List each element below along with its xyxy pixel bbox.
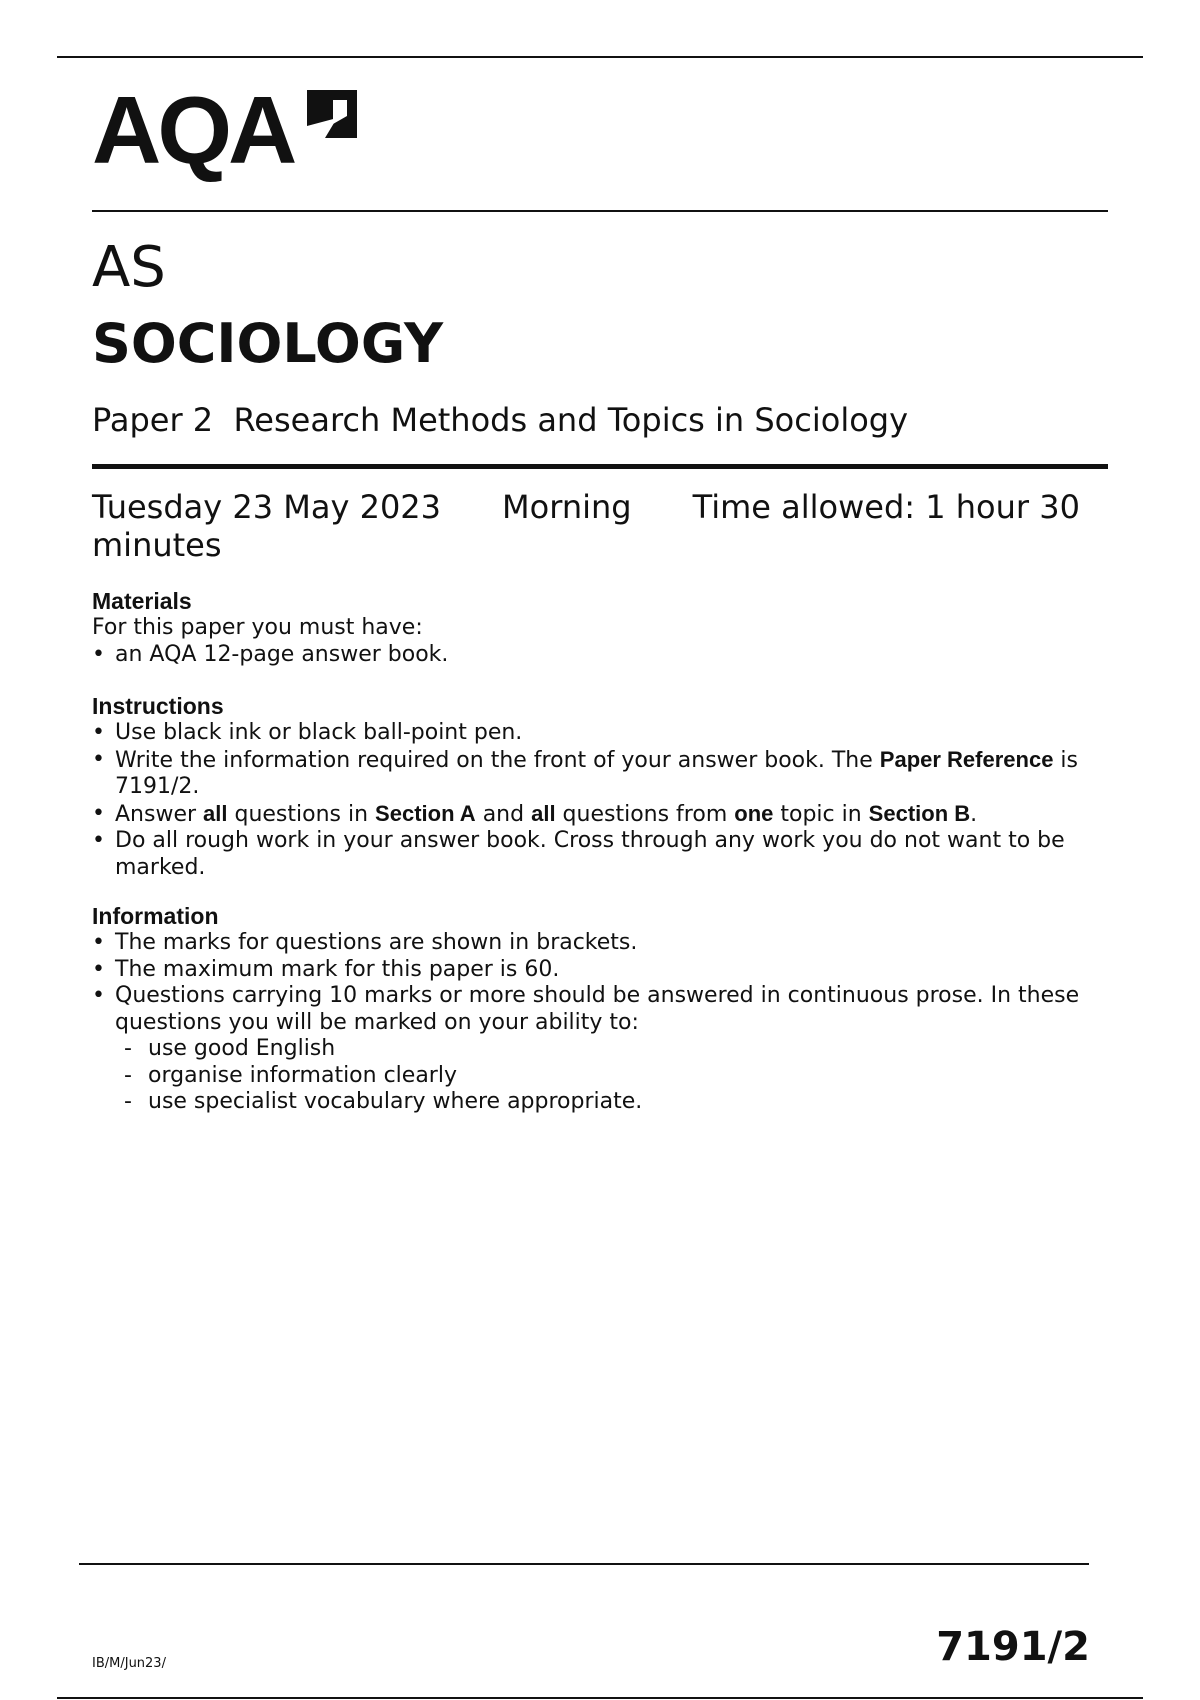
information-subitem: - use good English <box>92 1036 1102 1063</box>
paper-reference: 7191/2 <box>936 1624 1090 1670</box>
instructions-section <box>92 693 1102 881</box>
instructions-heading: Instructions <box>92 693 224 719</box>
bottom-rule <box>57 1697 1143 1699</box>
materials-heading: Materials <box>92 588 192 614</box>
information-section <box>92 903 1102 1116</box>
information-item: • The marks for questions are shown in brackets. <box>92 930 1102 957</box>
information-item: • The maximum mark for this paper is 60. <box>92 957 1102 984</box>
logo-rule <box>92 210 1108 212</box>
materials-item: • an AQA 12-page answer book. <box>92 642 1102 669</box>
exam-session: Morning <box>502 488 632 526</box>
instruction-item: • Do all rough work in your answer book. Cross through any work you do not want to be marked. <box>92 828 1102 881</box>
time-allowed: Time allowed: 1 hour 30 minutes <box>92 488 1080 564</box>
footer-code: IB/M/Jun23/ <box>92 1656 166 1671</box>
materials-section <box>92 588 1102 668</box>
paper-title <box>92 400 908 440</box>
paper-name: Research Methods and Topics in Sociology <box>233 401 909 439</box>
logo-mark-icon <box>303 86 361 144</box>
logo-text: AQA <box>92 77 294 184</box>
instruction-item: • Answer all questions in Section A and all questions from one topic in Section B. <box>92 801 1102 829</box>
instruction-item: • Write the information required on the front of your answer book. The Paper Reference is 7191/2. <box>92 747 1102 801</box>
qualification-level: AS <box>92 235 166 300</box>
subject-title: SOCIOLOGY <box>92 312 444 375</box>
top-rule <box>57 56 1143 58</box>
instruction-item: • Use black ink or black ball-point pen. <box>92 720 1102 747</box>
information-heading: Information <box>92 903 219 929</box>
information-subitem: - organise information clearly <box>92 1063 1102 1090</box>
paper-number: Paper 2 <box>92 401 214 439</box>
aqa-logo <box>92 77 361 184</box>
materials-intro: For this paper you must have: <box>92 615 423 640</box>
exam-details <box>92 488 1092 564</box>
exam-date: Tuesday 23 May 2023 <box>92 488 442 526</box>
information-item: • Questions carrying 10 marks or more should be answered in continuous prose. In these questions you will be marked on your ability to: <box>92 983 1102 1036</box>
information-subitem: - use specialist vocabulary where appropriate. <box>92 1089 1102 1116</box>
footer-rule <box>79 1563 1089 1565</box>
title-rule <box>92 464 1108 469</box>
